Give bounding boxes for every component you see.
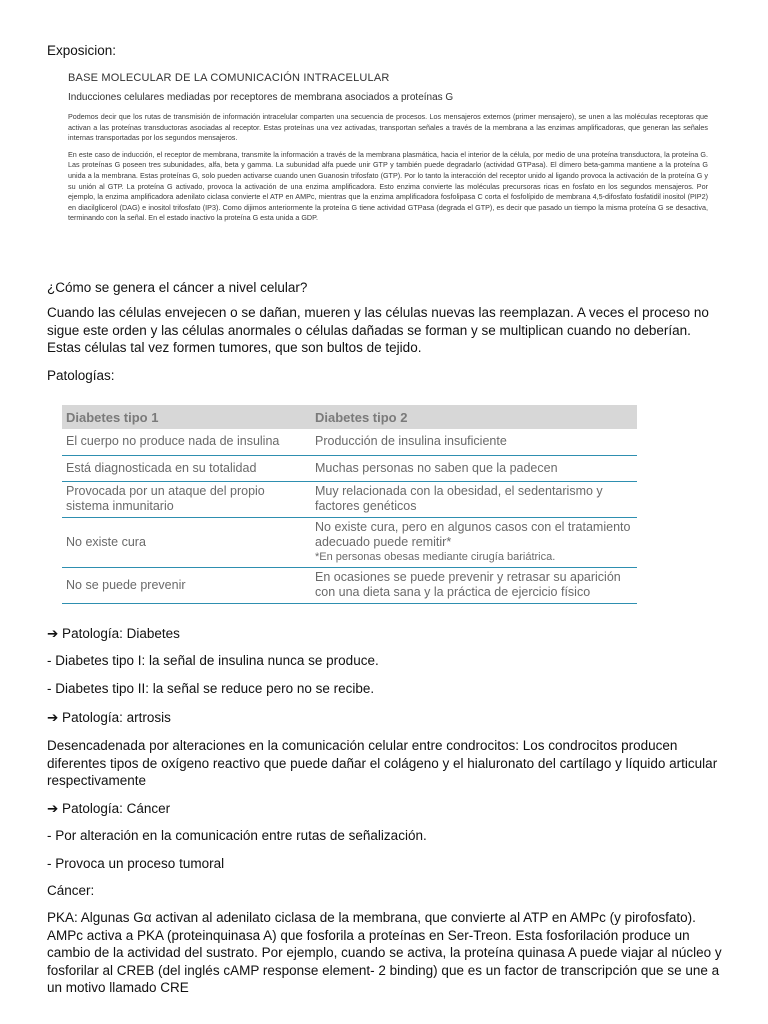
table-cell: Muchas personas no saben que la padecen — [303, 455, 637, 481]
section-diabetes: ➔ Patología: Diabetes — [47, 626, 180, 641]
table-cell: El cuerpo no produce nada de insulina — [62, 429, 303, 455]
excerpt-paragraph-2: En este caso de inducción, el receptor de membrana, transmite la información a través de la membrana plasmática, hacia el interior de la célula, por medio de una proteína transductora, la proteína G. Las proteínas G poseen tres subunidades, alfa, beta y gamma. La subunidad alfa puede unir GTP y también puede degradarlo (actividad GTPasa). El dímero beta-gamma mantiene a la proteína G unida a la membrana. Estas proteínas G, solo pueden activarse cuando unen Guanosin trifosfato (GTP). Por lo tanto la interacción del receptor unido al ligando provoca la activación de la proteína G y su unión al GTP. La proteína G activado, provoca la activación de una enzima amplificadora. Esto enzima convierte las moléculas precursoras ricas en fosfato en los segundos mensajeros. Por ejemplo, la enzima amplificadora adenilato ciclasa convierte el ATP en AMPc, mientras que la enzima amplificadora fosfolipasa C corta el fosfolípido de membrana 4,5-difosfato fosfatidil inositol (PIP2) en diacilglicerol (DAG) e inositol trifosfato (IP3). Como dijimos anteriormente la proteína G tiene actividad GTPasa (degrada el GTP), es decir que pasado un tiempo la misma proteína G se desactiva, terminando con la señal. En el estado inactivo la proteína G esta unida a GDP. — [68, 149, 708, 223]
table-cell-text: No existe cura, pero en algunos casos con el tratamiento adecuado puede remitir* — [315, 519, 631, 549]
section-cancer: ➔ Patología: Cáncer — [47, 801, 171, 816]
table-row — [62, 429, 637, 455]
question-heading: ¿Cómo se genera el cáncer a nivel celular? — [47, 280, 308, 295]
table-cell-footnote: *En personas obesas mediante cirugía bariátrica. — [315, 550, 556, 563]
cancer-label: Cáncer: — [47, 883, 95, 898]
table-header: Diabetes tipo 2 — [303, 405, 637, 429]
table-cell: Provocada por un ataque del propio sistema inmunitario — [62, 481, 303, 517]
section-artrosis: ➔ Patología: artrosis — [47, 710, 171, 725]
table-cell: No se puede prevenir — [62, 567, 303, 603]
diabetes-comparison-table — [62, 405, 637, 604]
table-cell: Producción de insulina insuficiente — [303, 429, 637, 455]
table-row — [62, 567, 637, 603]
diabetes-type1-line: - Diabetes tipo I: la señal de insulina nunca se produce. — [47, 653, 379, 668]
table-cell: Está diagnosticada en su totalidad — [62, 455, 303, 481]
table-cell: No existe cura — [62, 517, 303, 567]
scanned-excerpt-image — [64, 72, 708, 278]
excerpt-subtitle: Inducciones celulares mediadas por receptores de membrana asociados a proteínas G — [68, 92, 454, 103]
table-header: Diabetes tipo 1 — [62, 405, 303, 429]
excerpt-paragraph-1: Podemos decir que los rutas de transmisión de información intracelular comparten una secuencia de procesos. Los mensajeros externos (primer mensajero), se unen a las moléculas receptoras que activan a las proteínas transductoras asociadas al receptor. Estas proteínas una vez activadas, transportan señales a través de la membrana a las enzimas amplificadoras, que generan las señales internas transportadas por los segundos mensajeros. — [68, 112, 708, 143]
cancer-line-1: - Por alteración en la comunicación entre rutas de señalización. — [47, 828, 427, 843]
table-cell: En ocasiones se puede prevenir y retrasar su aparición con una dieta sana y la práctica de ejercicio físico — [303, 567, 637, 603]
table-row — [62, 481, 637, 517]
artrosis-paragraph: Desencadenada por alteraciones en la comunicación celular entre condrocitos: Los condrocitos producen diferentes tipos de oxígeno reactivo que puede dañar el colágeno y el hialuronato del cartílago y líquido articular respectivamente — [47, 738, 718, 788]
cancer-line-2: - Provoca un proceso tumoral — [47, 856, 225, 871]
excerpt-title: BASE MOLECULAR DE LA COMUNICACIÓN INTRACELULAR — [68, 72, 390, 84]
diabetes-type2-line: - Diabetes tipo II: la señal se reduce pero no se recibe. — [47, 681, 375, 696]
patologias-label: Patologías: — [47, 368, 115, 383]
table-cell: Muy relacionada con la obesidad, el sedentarismo y factores genéticos — [303, 481, 637, 517]
pka-paragraph: PKA: Algunas Gα activan al adenilato ciclasa de la membrana, que convierte al ATP en AMPc (y pirofosfato). AMPc activa a PKA (proteinquinasa A) que fosforila a proteínas en Ser-Treon. Esta fosforilación produce un cambio de la actividad del sustrato. Por ejemplo, cuando se activa, la proteína quinasa A puede viajar al núcleo y fosforilar al CREB (del inglés cAMP response element- 2 binding) que es un factor de transcripción que se une a un motivo llamado CRE — [47, 910, 722, 995]
answer-paragraph: Cuando las células envejecen o se dañan, mueren y las células nuevas las reemplazan. A veces el proceso no sigue este orden y las células anormales o células dañadas se forman y se multiplican cuando no deberían. Estas células tal vez formen tumores, que son bultos de tejido. — [47, 305, 709, 355]
table-row — [62, 517, 637, 567]
heading-exposicion: Exposicion: — [47, 43, 117, 58]
table-cell — [303, 517, 637, 567]
table-row — [62, 455, 637, 481]
